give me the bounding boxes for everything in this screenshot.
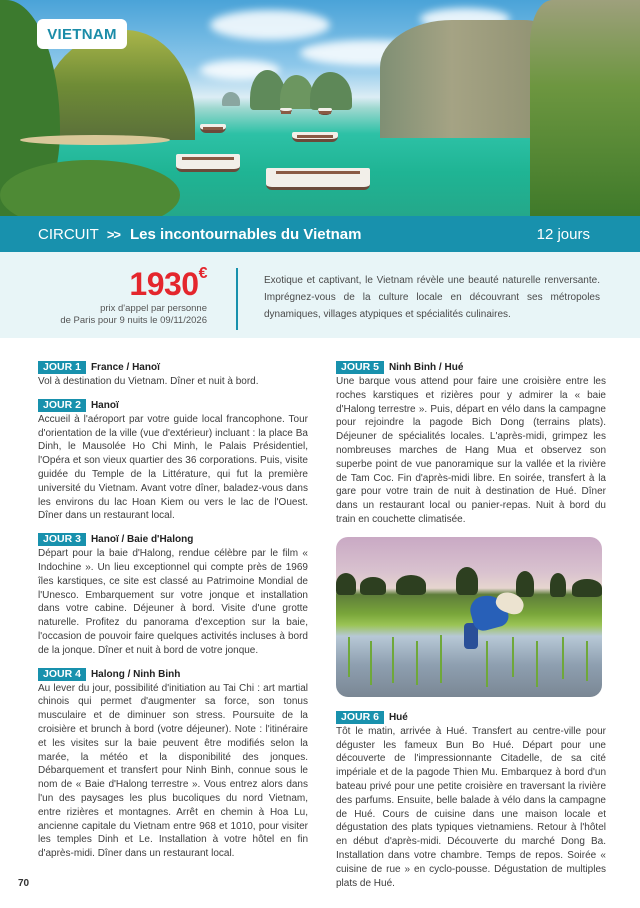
page-number: 70	[18, 878, 30, 889]
tree-silhouette	[336, 573, 356, 595]
karst-island	[280, 75, 314, 109]
junk-boat	[280, 108, 292, 114]
day-description: Vol à destination du Vietnam. Dîner et nuit à bord.	[38, 376, 259, 387]
tree-silhouette	[550, 573, 566, 597]
day-description: Une barque vous attend pour faire une croisière entre les roches karstiques et rizières pour y admirer la « baie d'Halong terrestre ». Puis, départ en vélo dans la campagne pour rejoindre la pagode Bich Dong (terrains plats). Déjeuner de spécialités locales. L'après-midi, grimpez les nombreuses marches de Hang Mua et observez son superbe point de vue panoramique sur la vallée et la rivière de Tam Coc. Fin d'après-midi libre. En soirée, transfert à la gare pour votre train de nuit à destination de Hué. Dîner dans un restaurant local ou panier-repas. Nuit à bord du train en couchette climatisée.	[336, 376, 606, 525]
day-5	[336, 361, 606, 527]
country-label: VIETNAM	[47, 25, 117, 43]
day-place: Hanoï	[90, 399, 119, 411]
day-description: Tôt le matin, arrivée à Hué. Transfert au centre-ville pour déguster les fameux Bun Bo Hué. Départ pour une découverte de l'impressionnante Citadelle, de sa cité impériale et de la pagode Thien Mu. Embarquez à bord d'un bateau privé pour une petite croisière en traversant la rivière des parfums. Ensuite, belle balade à vélo dans la campagne de Hué. Cours de cuisine dans une maison locale et dégustation des plats typiques vietnamiens. Retour à l'hôtel en début d'après-midi. Découverte du marché Dong Ba. Installation dans votre chambre. Temps de repos. Soirée « cuisine de rue » en cyclo-pousse. Dégustation de multiples plats de Hué.	[336, 725, 606, 889]
day-description: Accueil à l'aéroport par votre guide local francophone. Tour d'orientation de la ville (vue d'extérieur) incluant : la place Ba Dinh, le Mausolée Ho Chi Minh, le Palais Présidentiel, l'Opéra et son vieux quartier des 36 corporations. Puis, visite guidée du Temple de la Littérature, qui fut la première université du Vietnam. Avant votre dîner, baladez-vous dans les environs du lac Hoan Kiem ou vers le lac de l'Ouest. Dîner dans un restaurant local.	[38, 413, 308, 522]
junk-boat	[266, 168, 370, 190]
day-place: France / Hanoï	[90, 362, 160, 373]
intro-description: Exotique et captivant, le Vietnam révèle une beauté naturelle renversante. Imprégnez-vous de la culture locale en découvrant ses métropoles dynamiques, villages atypiques et spécialités culinaires.	[264, 275, 600, 320]
junk-boat	[292, 132, 338, 142]
junk-boat	[200, 124, 226, 133]
day-1	[38, 361, 308, 389]
tree-silhouette	[456, 567, 478, 595]
day-2	[38, 399, 308, 523]
price-note	[60, 303, 207, 327]
country-badge	[37, 19, 127, 49]
cloud-shape	[210, 10, 330, 40]
jungle-cliff	[530, 0, 640, 216]
price-note-line-1: prix d'appel par personne	[100, 303, 207, 314]
rice-sprout	[440, 635, 442, 683]
hero-image-halong-bay	[0, 0, 640, 216]
rice-sprout	[370, 641, 372, 685]
chevron-double-right-icon: >>	[106, 226, 121, 242]
day-badge: JOUR 2	[38, 399, 86, 412]
day-badge: JOUR 1	[38, 361, 86, 374]
day-badge: JOUR 5	[336, 361, 384, 374]
karst-island	[222, 92, 240, 106]
price-note-line-2: de Paris pour 9 nuits le 09/11/2026	[60, 315, 207, 326]
junk-boat	[176, 154, 240, 172]
day-place: Ninh Binh / Hué	[388, 362, 464, 373]
rice-sprout	[586, 641, 588, 681]
day-6	[336, 711, 606, 891]
tree-silhouette	[516, 571, 534, 597]
beach	[20, 135, 170, 145]
tour-category: CIRCUIT	[38, 225, 99, 243]
day-description: Départ pour la baie d'Halong, rendue célèbre par le film « Indochine ». Un lieu exceptionnel qui compte près de 1969 îles karstiques, ce site est classé au Patrimoine Mondial de l'Unesco. Embarquement sur votre jonque et installation dans votre cabine. Déjeuner à bord. Visite d'une grotte naturelle. Profitez du panorama d'exception sur la baie, l'occasion de pouvoir faire quelques activités incluses à bord de la jonque. Dîner et nuit à bord de votre jonque.	[38, 548, 308, 656]
tour-title-bar	[0, 216, 640, 252]
day-badge: JOUR 4	[38, 668, 86, 681]
tree-silhouette	[360, 577, 386, 595]
day-place: Halong / Ninh Binh	[90, 668, 181, 680]
tree-silhouette	[572, 579, 602, 597]
currency-symbol: €	[198, 265, 207, 282]
day-place: Hanoï / Baie d'Halong	[90, 534, 194, 546]
intro-section	[0, 252, 640, 338]
rice-sprout	[486, 641, 488, 687]
day-3	[38, 533, 308, 657]
price-value: 1930	[129, 266, 199, 302]
tour-duration: 12 jours	[536, 225, 590, 243]
price	[129, 265, 207, 302]
itinerary-column-left	[38, 361, 308, 871]
rice-sprout	[562, 637, 564, 679]
day-description: Au lever du jour, possibilité d'initiation au Tai Chi : art martial chinois qui permet d'augmenter sa force, son tonus musculaire et de diminuer son stress. Poursuite de la croisière et brunch à bord (votre déjeuner). Note : l'itinéraire et les visites sur la baie peuvent être modifiés selon la marée, la météo et la disponibilité des jonques. Débarquement et transfert pour Ninh Binh, connue sous le nom de « Baie d'Halong terrestre ». Vous entrez alors dans l'un des paysages les plus bucoliques du nord Vietnam, entre rizières et montagnes. Arrêt en chemin à Hoa Lu, ancienne capitale du Vietnam entre 968 et 1010, pour visiter les temples Dinh et Le. Installation à votre hôtel en fin d'après-midi. Dîner dans un restaurant local.	[38, 682, 308, 860]
karst-island	[310, 72, 352, 110]
rice-sprout	[512, 637, 514, 677]
day-place: Hué	[388, 711, 408, 723]
rice-sprout	[392, 637, 394, 683]
rice-sprout	[416, 641, 418, 685]
rice-sprout	[536, 641, 538, 687]
itinerary-column-right	[336, 361, 606, 900]
tour-name: Les incontournables du Vietnam	[130, 225, 362, 243]
tree-silhouette	[396, 575, 426, 595]
day-badge: JOUR 3	[38, 533, 86, 546]
vertical-divider	[236, 268, 238, 330]
junk-boat	[318, 108, 332, 115]
rice-sprout	[348, 637, 350, 677]
day-badge: JOUR 6	[336, 711, 384, 724]
rice-field-photo	[336, 537, 602, 697]
day-4	[38, 668, 308, 861]
